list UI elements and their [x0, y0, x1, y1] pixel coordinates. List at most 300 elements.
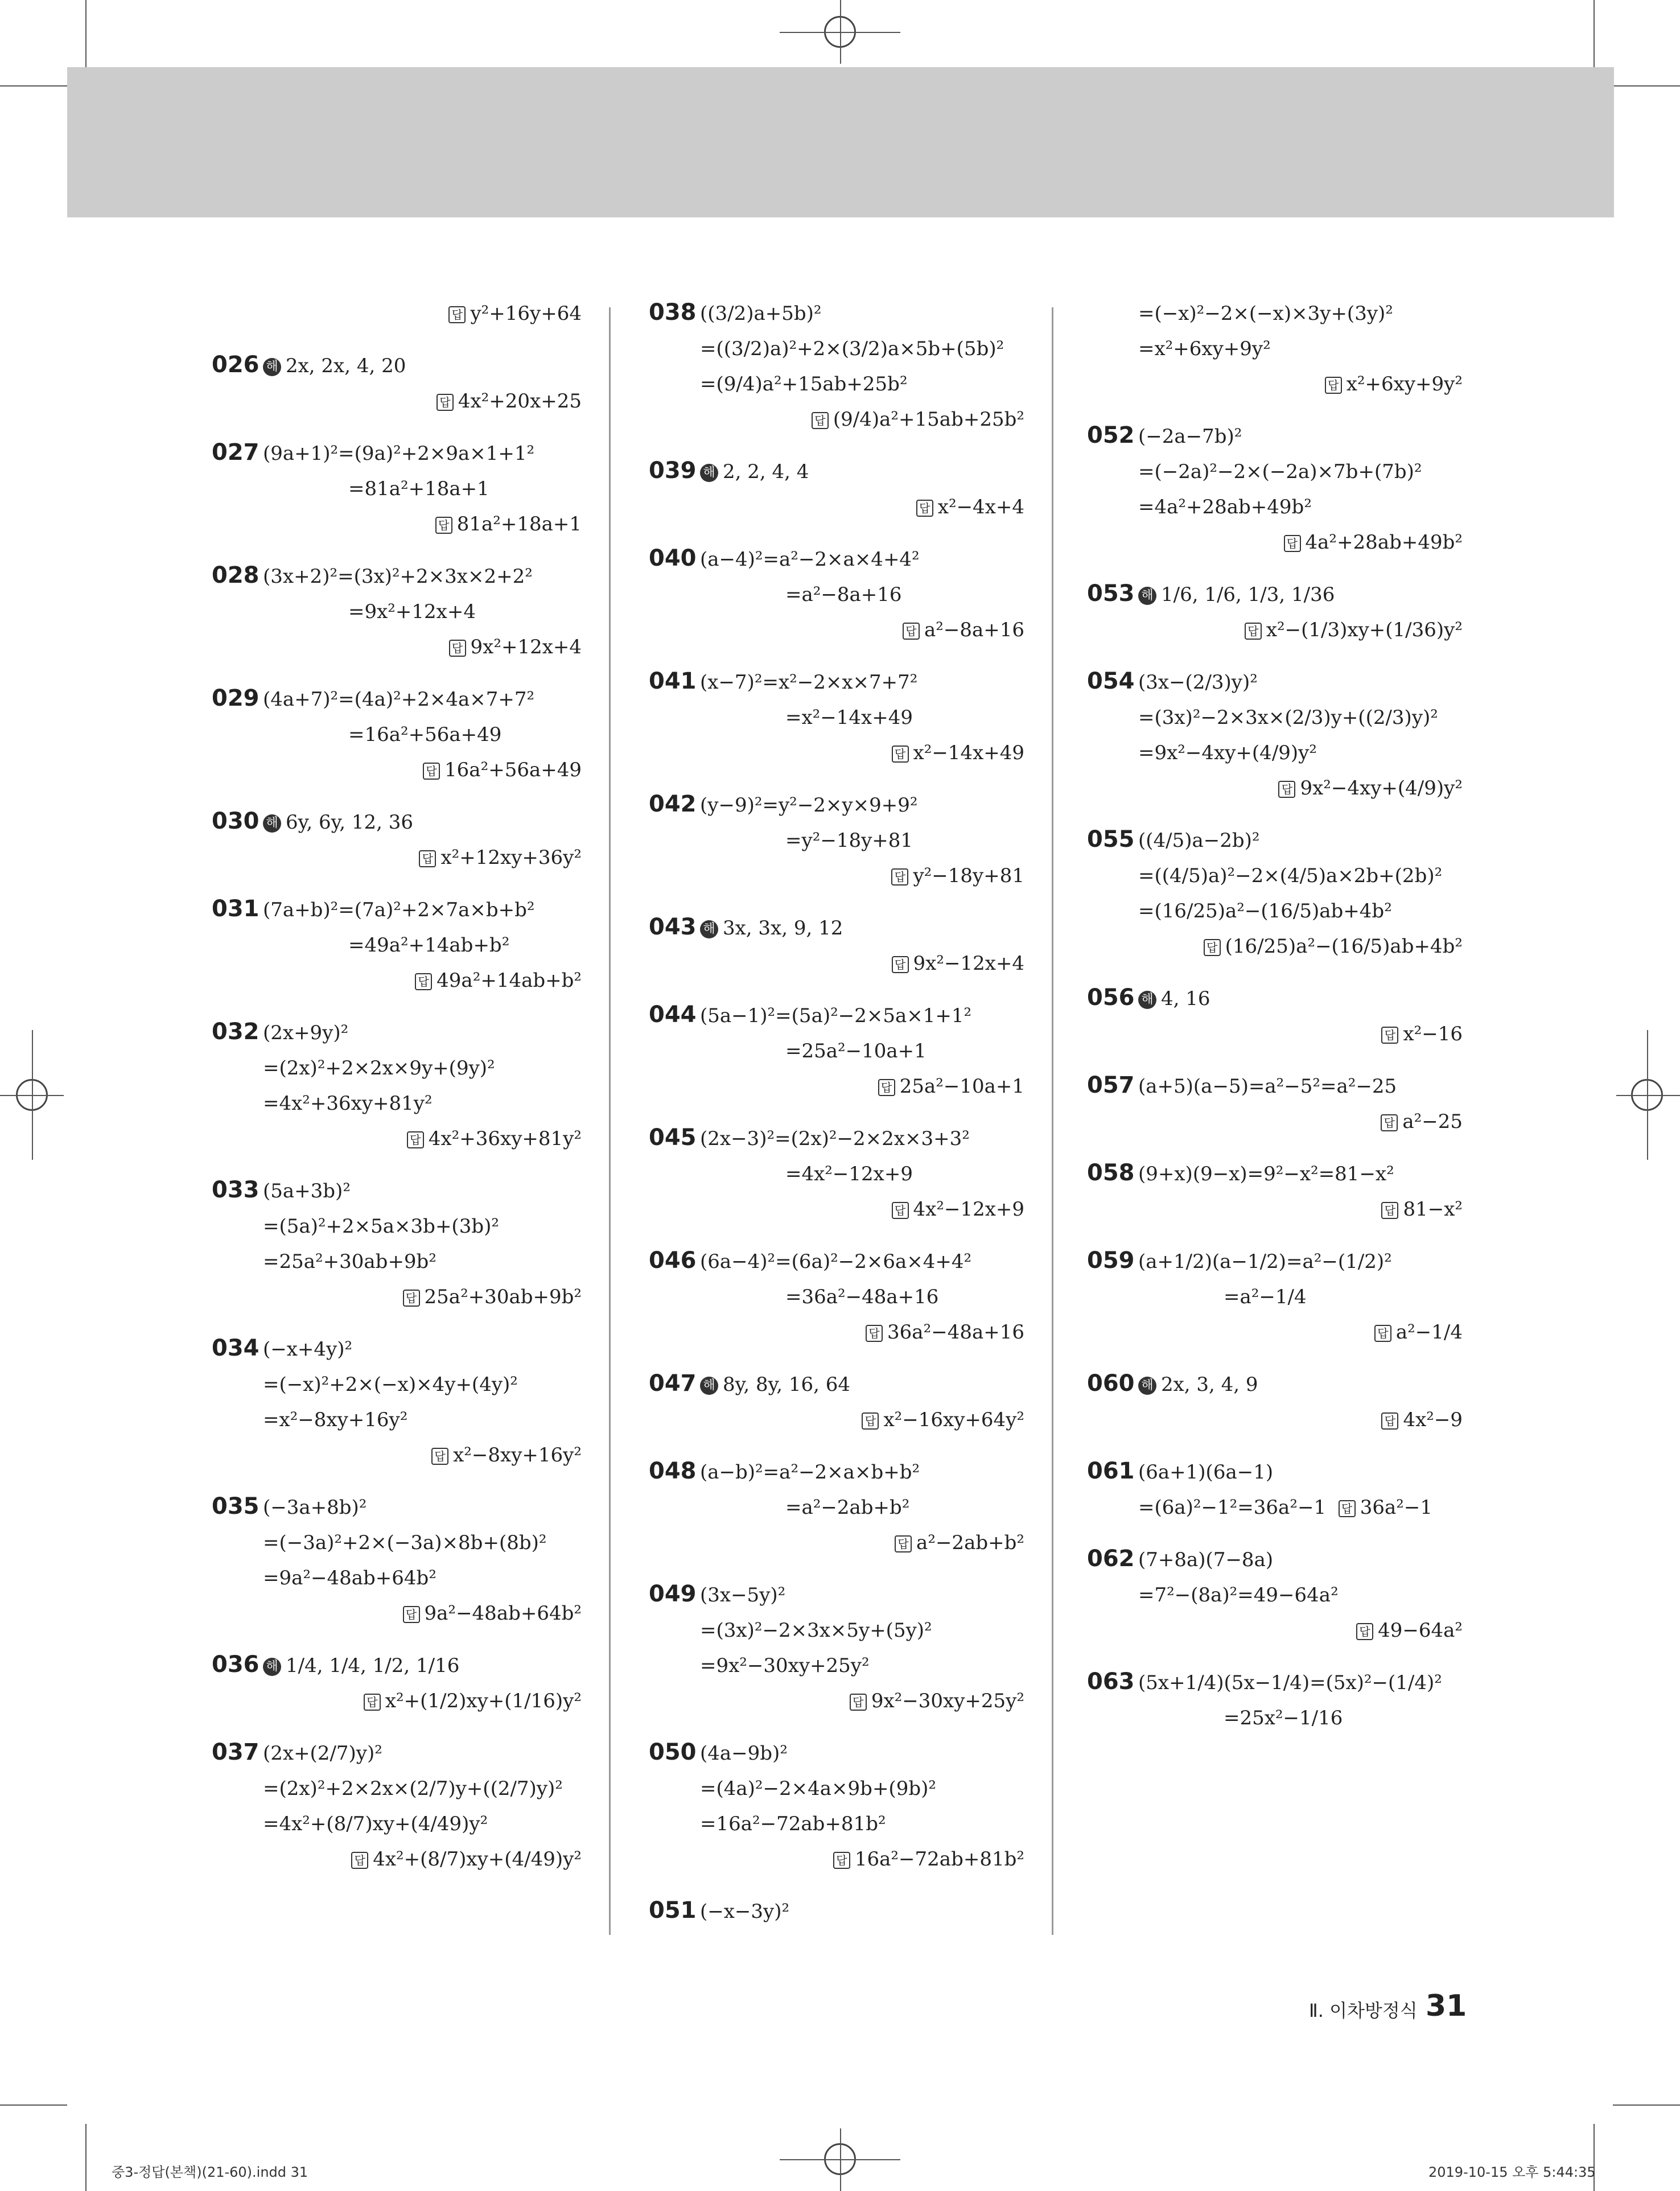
expression-text: =9x²−4xy+(4/9)y² [1138, 742, 1317, 764]
solution-line [263, 1438, 582, 1473]
solution-line [1138, 893, 1463, 929]
expression-text: (4a+7)²=(4a)²+2×4a×7+7² [263, 688, 535, 711]
answer-marker-icon: 답 [407, 1131, 424, 1148]
solution-line [1138, 366, 1463, 402]
problem-body [700, 911, 1024, 981]
answer-text: x²−8xy+16y² [453, 1444, 582, 1467]
problem-body [1138, 1244, 1463, 1350]
expression-text: =4x²−12x+9 [785, 1163, 913, 1185]
problem-item [1087, 1069, 1463, 1139]
crop-mark [1593, 0, 1595, 67]
solution-line [263, 1332, 582, 1367]
solution-line [263, 559, 582, 594]
solution-line [1138, 454, 1463, 489]
problem-item [1087, 419, 1463, 560]
solution-line [700, 1121, 1024, 1156]
answer-marker-icon: 답 [850, 1694, 867, 1711]
column-middle [649, 296, 1024, 1946]
expression-text: (a+1/2)(a−1/2)=a²−(1/2)² [1138, 1250, 1392, 1273]
problem-item [212, 805, 582, 875]
problem-number: 049 [649, 1581, 697, 1607]
solution-line [1138, 823, 1463, 858]
solution-line [700, 1033, 1024, 1069]
expression-text: =(16/25)a²−(16/5)ab+4b² [1138, 900, 1392, 922]
problem-item [649, 296, 1024, 437]
expression-text: =(2x)²+2×2x×(2/7)y+((2/7)y)² [263, 1777, 563, 1800]
answer-marker-icon: 답 [419, 850, 436, 867]
answer-text: x²−16 [1403, 1023, 1463, 1045]
problem-number: 060 [1087, 1370, 1135, 1397]
answer-marker-icon: 답 [431, 1448, 448, 1465]
expression-text: =(3x)²−2×3x×(2/3)y+((2/3)y)² [1138, 706, 1438, 729]
problem-item [1087, 577, 1463, 648]
answer-text: x²+6xy+9y² [1346, 373, 1463, 396]
problem-body [700, 296, 1024, 437]
answer-text: 36a²−1 [1360, 1496, 1432, 1519]
problem-body [700, 1736, 1024, 1877]
expression-text: =81a²+18a+1 [348, 477, 489, 500]
problem-number: 047 [649, 1370, 697, 1397]
solution-line [700, 612, 1024, 648]
answer-text: 81−x² [1403, 1198, 1463, 1221]
answer-marker-icon: 답 [1356, 1623, 1373, 1640]
expression-text: =36a²−48a+16 [785, 1286, 939, 1308]
problem-item [212, 436, 582, 542]
crop-mark [1616, 1095, 1680, 1096]
answer-marker-icon: 답 [1381, 1412, 1398, 1430]
expression-text: (a+5)(a−5)=a²−5²=a²−25 [1138, 1075, 1397, 1098]
solution-line [1138, 1402, 1463, 1438]
solution-line [1138, 1490, 1463, 1525]
problem-item [649, 1894, 1024, 1929]
problem-body [263, 559, 582, 665]
answer-text: a²−25 [1402, 1110, 1463, 1133]
answer-marker-icon: 답 [403, 1606, 420, 1623]
hint-text: 2x, 2x, 4, 20 [286, 355, 406, 377]
expression-text: ((4/5)a−2b)² [1138, 829, 1260, 852]
expression-text: =4a²+28ab+49b² [1138, 496, 1312, 518]
problem-number: 057 [1087, 1072, 1135, 1098]
crop-mark [0, 1095, 64, 1096]
answer-text: 4x²−12x+9 [913, 1198, 1024, 1221]
answer-text: x²−14x+49 [913, 742, 1024, 764]
solution-line [1138, 1367, 1463, 1402]
problem-item [649, 1121, 1024, 1227]
problem-item [1087, 981, 1463, 1052]
answer-marker-icon: 답 [1284, 535, 1301, 552]
chapter-title: Ⅱ. 이차방정식 [1309, 2000, 1418, 2021]
expression-text: (3x+2)²=(3x)²+2×3x×2+2² [263, 565, 533, 588]
problem-item [212, 296, 582, 331]
problem-item [212, 1490, 582, 1631]
expression-text: =(4a)²−2×4a×9b+(9b)² [700, 1777, 936, 1800]
problem-number: 029 [212, 685, 260, 711]
problem-item [649, 911, 1024, 981]
solution-line [1138, 331, 1463, 366]
problem-number: 044 [649, 1002, 697, 1028]
solution-line [263, 752, 582, 788]
solution-line [700, 1683, 1024, 1719]
answer-marker-icon: 답 [351, 1852, 368, 1869]
problem-body [700, 1367, 1024, 1438]
solution-line [700, 946, 1024, 981]
expression-text: =(6a)²−1²=36a²−1 [1138, 1496, 1327, 1519]
expression-text: =16a²+56a+49 [348, 723, 502, 746]
problem-body [263, 296, 582, 331]
expression-text: (y−9)²=y²−2×y×9+9² [700, 794, 918, 817]
problem-item [1087, 1665, 1463, 1736]
column-divider [609, 307, 611, 1935]
answer-marker-icon: 답 [1245, 623, 1262, 640]
expression-text: (6a+1)(6a−1) [1138, 1461, 1274, 1484]
problem-number: 036 [212, 1652, 260, 1678]
solution-line [263, 1279, 582, 1315]
problem-number: 037 [212, 1739, 260, 1765]
solution-line [700, 1736, 1024, 1771]
hint-text: 1/4, 1/4, 1/2, 1/16 [286, 1654, 460, 1677]
solution-line [700, 1771, 1024, 1806]
problem-body [700, 1894, 1024, 1929]
answer-text: 4x²−9 [1403, 1408, 1463, 1431]
problem-number: 030 [212, 808, 260, 834]
answer-marker-icon: 답 [833, 1852, 850, 1869]
problem-item [212, 1332, 582, 1473]
answer-text: 9x²+12x+4 [470, 636, 582, 658]
solution-line [700, 1244, 1024, 1279]
solution-line [1138, 1578, 1463, 1613]
expression-text: =(5a)²+2×5a×3b+(3b)² [263, 1215, 499, 1238]
crop-mark [780, 2159, 900, 2160]
hint-marker-icon: 해 [700, 1377, 718, 1395]
problem-number: 040 [649, 545, 697, 571]
solution-line [700, 735, 1024, 771]
problem-number [1087, 296, 1138, 299]
problem-body [1138, 1069, 1463, 1139]
hint-marker-icon: 해 [263, 814, 281, 833]
expression-text: (−x+4y)² [263, 1338, 353, 1361]
solution-line [263, 1209, 582, 1244]
answer-text: 25a²−10a+1 [899, 1075, 1024, 1098]
solution-line [1138, 929, 1463, 964]
problem-item [649, 788, 1024, 893]
problem-number: 033 [212, 1177, 260, 1203]
solution-line [1138, 700, 1463, 735]
answer-marker-icon: 답 [892, 1202, 909, 1219]
solution-line [700, 1192, 1024, 1227]
solution-line [263, 348, 582, 384]
problem-item [1087, 1455, 1463, 1525]
expression-text: =25x²−1/16 [1224, 1707, 1343, 1729]
answer-marker-icon: 답 [1374, 1325, 1391, 1342]
solution-line [263, 1842, 582, 1877]
answer-marker-icon: 답 [891, 868, 908, 886]
timestamp-slug: 2019-10-15 오후 5:44:35 [1428, 2164, 1596, 2180]
solution-line [700, 1806, 1024, 1842]
solution-line [700, 823, 1024, 858]
expression-text: =(−2a)²−2×(−2a)×7b+(7b)² [1138, 460, 1422, 483]
solution-line [700, 331, 1024, 366]
problem-item [1087, 823, 1463, 964]
problem-body [700, 998, 1024, 1104]
hint-text: 4, 16 [1161, 987, 1210, 1010]
hint-text: 8y, 8y, 16, 64 [723, 1373, 851, 1396]
answer-text: 9x²−12x+4 [913, 952, 1024, 975]
solution-line [1138, 1156, 1463, 1192]
expression-text: =25a²−10a+1 [785, 1040, 927, 1062]
solution-line [700, 858, 1024, 893]
expression-text: ((3/2)a+5b)² [700, 302, 822, 325]
solution-line [263, 1683, 582, 1719]
hint-marker-icon: 해 [263, 1658, 281, 1676]
solution-line [700, 911, 1024, 946]
problem-body [700, 542, 1024, 648]
problem-item [1087, 1244, 1463, 1350]
solution-line [263, 296, 582, 331]
answer-text: 4x²+20x+25 [458, 390, 582, 413]
solution-line [700, 1402, 1024, 1438]
problem-body [1138, 823, 1463, 964]
problem-number: 038 [649, 299, 697, 326]
column-divider [1052, 307, 1053, 1935]
expression-text: (3x−(2/3)y)² [1138, 671, 1258, 694]
solution-line [700, 788, 1024, 823]
problem-body [1138, 1665, 1463, 1736]
problem-number: 048 [649, 1458, 697, 1484]
expression-text: =(3x)²−2×3x×5y+(5y)² [700, 1619, 932, 1642]
answer-text: a²−8a+16 [924, 619, 1024, 641]
problem-body [700, 1121, 1024, 1227]
hint-marker-icon: 해 [700, 920, 718, 938]
solution-line [263, 384, 582, 419]
problem-body [1138, 1367, 1463, 1438]
answer-marker-icon: 답 [437, 394, 454, 411]
expression-text: =((3/2)a)²+2×(3/2)a×5b+(5b)² [700, 337, 1004, 360]
solution-line [1138, 1665, 1463, 1700]
problem-item [212, 559, 582, 665]
problem-body [263, 1173, 582, 1315]
problem-number: 032 [212, 1019, 260, 1045]
expression-text: (x−7)²=x²−2×x×7+7² [700, 671, 918, 694]
answer-marker-icon: 답 [895, 1535, 912, 1552]
solution-line [1138, 419, 1463, 454]
solution-line [1138, 577, 1463, 612]
hint-text: 2x, 3, 4, 9 [1161, 1373, 1258, 1396]
solution-line [1138, 1542, 1463, 1578]
problem-body [700, 454, 1024, 525]
problem-number: 061 [1087, 1458, 1135, 1484]
expression-text: (−3a+8b)² [263, 1496, 367, 1519]
problem-number: 058 [1087, 1160, 1135, 1186]
problem-body [1138, 981, 1463, 1052]
solution-line [263, 717, 582, 752]
expression-text: (a−4)²=a²−2×a×4+4² [700, 548, 920, 571]
hint-marker-icon: 해 [263, 358, 281, 376]
solution-line [263, 892, 582, 928]
solution-line [1138, 1279, 1463, 1315]
expression-text: (−2a−7b)² [1138, 425, 1242, 448]
problem-item [649, 1244, 1024, 1350]
answer-text: 4a²+28ab+49b² [1305, 531, 1463, 554]
solution-line [1138, 1192, 1463, 1227]
answer-text: 81a²+18a+1 [456, 513, 582, 536]
expression-text: =(−x)²−2×(−x)×3y+(3y)² [1138, 302, 1393, 325]
solution-line [700, 998, 1024, 1033]
crop-mark [0, 2104, 67, 2106]
problem-number: 050 [649, 1739, 697, 1765]
answer-marker-icon: 답 [415, 973, 432, 990]
solution-line [1138, 1315, 1463, 1350]
answer-marker-icon: 답 [862, 1412, 879, 1430]
solution-line [263, 1525, 582, 1560]
problem-number: 063 [1087, 1669, 1135, 1695]
solution-line [700, 1842, 1024, 1877]
problem-number: 039 [649, 458, 697, 484]
solution-line [1138, 771, 1463, 806]
solution-line [263, 928, 582, 963]
problem-item [212, 1736, 582, 1877]
problem-body [263, 1648, 582, 1719]
crop-mark [85, 2124, 87, 2191]
solution-line [263, 1173, 582, 1209]
problem-item [1087, 296, 1463, 402]
solution-line [700, 402, 1024, 437]
solution-line [700, 1490, 1024, 1525]
problem-number: 046 [649, 1247, 697, 1274]
answer-marker-icon: 답 [1381, 1114, 1398, 1131]
expression-text: (5x+1/4)(5x−1/4)=(5x)²−(1/4)² [1138, 1671, 1442, 1694]
problem-body [700, 665, 1024, 771]
hint-text: 6y, 6y, 12, 36 [286, 811, 414, 834]
expression-text: =x²−8xy+16y² [263, 1408, 408, 1431]
problem-body [263, 892, 582, 998]
solution-line [1138, 525, 1463, 560]
problem-body [263, 682, 582, 788]
hint-text: 2, 2, 4, 4 [723, 460, 809, 483]
answer-marker-icon: 답 [1278, 781, 1295, 798]
solution-line [263, 1596, 582, 1631]
expression-text: =y²−18y+81 [785, 829, 913, 852]
solution-line [1138, 1613, 1463, 1648]
problem-body [700, 1578, 1024, 1719]
problem-body [1138, 665, 1463, 806]
solution-line [1138, 1104, 1463, 1139]
answer-marker-icon: 답 [916, 500, 933, 517]
solution-line [1138, 612, 1463, 648]
expression-text: (2x+9y)² [263, 1022, 349, 1044]
answer-marker-icon: 답 [448, 306, 466, 323]
expression-text: (5a−1)²=(5a)²−2×5a×1+1² [700, 1004, 972, 1027]
expression-text: (a−b)²=a²−2×a×b+b² [700, 1461, 920, 1484]
solution-line [1138, 1244, 1463, 1279]
expression-text: =9x²−30xy+25y² [700, 1654, 870, 1677]
solution-line [700, 700, 1024, 735]
answer-text: x²−(1/3)xy+(1/36)y² [1266, 619, 1463, 641]
problem-body [1138, 419, 1463, 560]
solution-line [700, 489, 1024, 525]
answer-text: 25a²+30ab+9b² [424, 1286, 582, 1308]
expression-text: (2x−3)²=(2x)²−2×2x×3+3² [700, 1127, 970, 1150]
expression-text: =x²+6xy+9y² [1138, 337, 1271, 360]
file-slug: 중3-정답(본책)(21-60).indd 31 [112, 2164, 308, 2180]
problem-item [649, 1578, 1024, 1719]
answer-text: (9/4)a²+15ab+25b² [833, 408, 1024, 431]
expression-text: (2x+(2/7)y)² [263, 1742, 382, 1765]
crop-mark [780, 32, 900, 33]
answer-text: a²−1/4 [1395, 1321, 1463, 1344]
solution-line [263, 1736, 582, 1771]
problem-number: 026 [212, 352, 260, 378]
problem-number: 051 [649, 1897, 697, 1924]
problem-number: 052 [1087, 422, 1135, 448]
expression-text: =16a²−72ab+81b² [700, 1813, 886, 1835]
answer-marker-icon: 답 [1325, 377, 1342, 394]
expression-text: =a²−1/4 [1224, 1286, 1307, 1308]
answer-text: 16a²+56a+49 [444, 759, 582, 781]
problem-number: 034 [212, 1335, 260, 1361]
problem-item [1087, 665, 1463, 806]
answer-text: 9x²−4xy+(4/9)y² [1300, 777, 1463, 800]
expression-text: (−x−3y)² [700, 1900, 790, 1923]
solution-line [700, 296, 1024, 331]
problem-body [700, 1244, 1024, 1350]
expression-text: (3x−5y)² [700, 1584, 786, 1607]
problem-number: 056 [1087, 985, 1135, 1011]
solution-line [263, 436, 582, 471]
problem-number: 062 [1087, 1546, 1135, 1572]
problem-body [1138, 296, 1463, 402]
solution-line [700, 454, 1024, 489]
problem-number: 054 [1087, 668, 1135, 694]
expression-text: (4a−9b)² [700, 1742, 788, 1765]
problem-item [649, 542, 1024, 648]
column-right [1087, 296, 1463, 1753]
solution-line [263, 1051, 582, 1086]
column-left [212, 296, 582, 1894]
solution-line [1138, 1700, 1463, 1736]
hint-text: 1/6, 1/6, 1/3, 1/36 [1161, 583, 1335, 606]
crop-mark [85, 0, 87, 67]
solution-line [700, 577, 1024, 612]
page-number: 31 [1426, 1989, 1467, 2023]
expression-text: (7a+b)²=(7a)²+2×7a×b+b² [263, 899, 535, 921]
answer-text: 36a²−48a+16 [887, 1321, 1024, 1344]
answer-marker-icon: 답 [364, 1694, 381, 1711]
solution-line [700, 1648, 1024, 1683]
solution-line [1138, 296, 1463, 331]
solution-line [263, 805, 582, 840]
expression-text: =25a²+30ab+9b² [263, 1250, 437, 1273]
expression-text: =(9/4)a²+15ab+25b² [700, 373, 908, 396]
problem-item [649, 1736, 1024, 1877]
crop-mark [1593, 2124, 1595, 2191]
crop-mark [0, 85, 67, 87]
answer-text: x²+12xy+36y² [440, 846, 582, 869]
problem-body [263, 1332, 582, 1473]
problem-body [700, 1455, 1024, 1560]
solution-line [1138, 489, 1463, 525]
expression-text: =x²−14x+49 [785, 706, 913, 729]
expression-text: (5a+3b)² [263, 1180, 351, 1202]
problem-item [649, 665, 1024, 771]
answer-text: x²−4x+4 [937, 496, 1024, 518]
answer-marker-icon: 답 [878, 1079, 895, 1096]
answer-text: x²−16xy+64y² [883, 1408, 1024, 1431]
solution-line [263, 682, 582, 717]
solution-line [263, 1771, 582, 1806]
problem-body [700, 788, 1024, 893]
solution-line [700, 1069, 1024, 1104]
problem-item [212, 682, 582, 788]
